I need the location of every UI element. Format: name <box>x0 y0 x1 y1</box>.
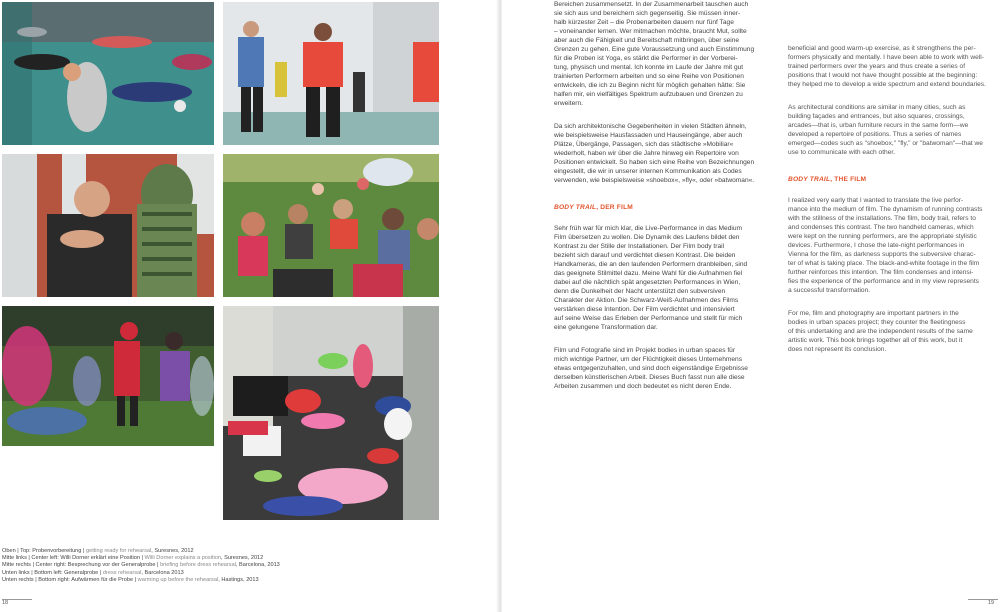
text-line: wie beispielsweise Hausfassaden und Hauseingänge, aber auch <box>554 132 743 139</box>
section-heading-english: BODY TRAIL, THE FILM <box>788 176 867 183</box>
text-line: does not represent its conclusion. <box>788 346 887 353</box>
text-line: formers physically and mentally. I have been able to work with well- <box>788 54 984 61</box>
text-line: halb kürzester Zeit – die Probenarbeiten dauern nur fünf Tage <box>554 19 734 26</box>
text-line: bodies in urban spaces project; they counter the fleetingness <box>788 319 966 326</box>
text-line: Plätze, Übergänge, Passagen, sich das städtische »Mobiliar« <box>554 141 734 148</box>
text-line: devices. Furthermore, I chose the late-night performances in <box>788 242 965 249</box>
caption-line: Mitte links | Center left: Willi Dorner erklärt eine Position | Willi Dorner explains a position, Suresnes, 2012 <box>2 555 264 562</box>
text-line: Arbeiten zusammen und doch bedeutet es nicht deren Ende. <box>554 383 732 390</box>
right-page <box>502 0 1000 612</box>
text-line: Vienna for the film, as darkness supports the subversive charac- <box>788 251 976 258</box>
text-line: Da sich architektonische Gegebenheiten in vielen Städten ähneln, <box>554 123 747 130</box>
english-paragraph <box>788 309 998 354</box>
german-paragraph <box>554 224 782 332</box>
photo-rehearsal-stretching <box>2 2 214 145</box>
caption-line: Unten links | Bottom left: Generalprobe | dress rehearsal, Barcelona 2013 <box>2 569 184 576</box>
text-line: denn die Dunkelheit der Nacht unterstützt den subversiven <box>554 288 726 295</box>
text-line: trainierten Performern arbeiten und so eine Reihe von Positionen <box>554 73 744 80</box>
text-line: das geeignete Stilmittel dazu. Meine Wahl für die Aufnahmen fiel <box>554 270 743 277</box>
left-page <box>0 0 498 612</box>
text-line: aber auch die Fähigkeit und Bereitschaft mitbringen, über seine <box>554 37 740 44</box>
text-line: Handkameras, die an den laufenden Performern dranbleiben, sind <box>554 261 748 268</box>
text-line: further reinforces this intention. The film condenses and intensi- <box>788 269 974 276</box>
german-paragraph <box>554 0 782 108</box>
text-line: fies the experience of the performance and in my view represents <box>788 278 979 285</box>
text-line: positions that I would not have thought possible at the beginning: <box>788 72 978 79</box>
text-line: bezieht sich darauf und verdichtet diesen Kontrast. Die beiden <box>554 252 736 259</box>
text-line: Film übersetzen zu wollen. Die Dynamik des Laufens bildet den <box>554 234 740 241</box>
english-column <box>788 44 998 362</box>
text-line: Grenzen zu gehen. Eine gute Voraussetzung und auch Einstimmung <box>554 46 755 53</box>
text-line: were kept on the running performers, are the appropriate stylistic <box>788 233 977 240</box>
text-line: tung, physisch und mental. Ich konnte im Laufe der Jahre mit gut <box>554 64 744 71</box>
photo-willi-dorner-explains <box>223 2 439 145</box>
text-line: building façades and entrances, but also squares, crossings, <box>788 113 965 120</box>
english-paragraph <box>788 44 998 89</box>
text-line: verwenden, wie beispielsweise »shoebox«, »fly«, oder »batwoman«. <box>554 177 755 184</box>
text-line: – voneinander lernen. Wer mitmachen möchte, braucht Mut, sollte <box>554 28 747 35</box>
text-line: auf seine Weise das Erleben der Performance und stellt für mich <box>554 315 743 322</box>
text-line: use to communicate with each other. <box>788 149 896 156</box>
text-line: As architectural conditions are similar in many cities, such as <box>788 104 966 111</box>
text-line: eine gelungene Transformation dar. <box>554 324 658 331</box>
photo-warming-up <box>223 306 439 520</box>
text-line: mance into the medium of film. The dynamism of running contrasts <box>788 206 983 213</box>
text-line: entwickeln, die ich zu Beginn nicht für möglich gehalten hätte: Sie <box>554 82 746 89</box>
english-paragraph <box>788 196 998 295</box>
german-paragraph <box>554 346 782 391</box>
german-column <box>554 0 782 399</box>
text-line: Film und Fotografie sind im Projekt bodies in urban spaces für <box>554 347 736 354</box>
text-line: derselben künstlerischen Arbeit. Dieses Buch fasst nun alle diese <box>554 374 745 381</box>
german-paragraph <box>554 122 782 185</box>
text-line: verstärken diese Intention. Der Film verdichtet und intensiviert <box>554 306 735 313</box>
page-number-left: 18 <box>2 600 9 606</box>
text-line: Charakter der Aktion. Die Schwarz-Weiß-Aufnahmen des Films <box>554 297 739 304</box>
text-line: für die Proben ist Yoga, es stärkt die Performer in der Vorberei- <box>554 55 738 62</box>
text-line: emerged—codes such as "shoebox," "fly," or "batwoman"—that we <box>788 140 983 147</box>
english-paragraph <box>788 103 998 157</box>
text-line: with the stillness of the installations. The film, body trail, refers to <box>788 215 976 222</box>
text-line: and condenses this contrast. The two handheld cameras, which <box>788 224 974 231</box>
text-line: etwas entgegenzuhalten, und sind doch eigenständige Ergebnisse <box>554 365 748 372</box>
photo-briefing-before-rehearsal <box>223 154 439 297</box>
text-line: sie sich aus und bereichern sich gegenseitig. Sie müssen inner- <box>554 10 741 17</box>
text-line: mich wichtige Partner, um der Flüchtigkeit dieses Unternehmens <box>554 356 743 363</box>
text-line: a successful transformation. <box>788 287 871 294</box>
text-line: wiederholt, haben wir über die Jahre hinweg ein Repertoire von <box>554 150 739 157</box>
text-line: dabei auf die nächtlich spät angesetzten Performances in Wien, <box>554 279 741 286</box>
text-line: halfen mir, ein vielfältiges Spektrum aufzubauen und Grenzen zu <box>554 91 743 98</box>
page-number-right: 19 <box>988 600 995 606</box>
text-line: erweitern. <box>554 100 583 107</box>
text-line: of this undertaking and are the independent results of the same <box>788 328 973 335</box>
text-line: Bereichen zusammensetzt. In der Zusammenarbeit tauschen auch <box>554 1 749 8</box>
text-line: developed a repertoire of positions. Thus a series of names <box>788 131 962 138</box>
text-line: beneficial and good warm-up exercise, as it strengthens the per- <box>788 45 976 52</box>
photo-dress-rehearsal <box>2 306 214 446</box>
text-line: ter of what is taking place. The black-and-white footage in the film <box>788 260 980 267</box>
text-line: eingestellt, die wir in unserer internen Kommunikation als Codes <box>554 168 742 175</box>
section-heading-german: BODY TRAIL, DER FILM <box>554 204 633 211</box>
photo-captions <box>2 548 422 584</box>
photo-discussion-general-rehearsal <box>2 154 214 297</box>
text-line: Sehr früh war für mich klar, die Live-Performance in das Medium <box>554 225 742 232</box>
text-line: For me, film and photography are important partners in the <box>788 310 959 317</box>
text-line: artistic work. This book brings together all of this work, but it <box>788 337 963 344</box>
text-line: Positionen entwickelt. So haben sich eine Reihe von Bezeichnungen <box>554 159 755 166</box>
text-line: Kontrast zu der Stille der Installationen. Der Film body trail <box>554 243 725 250</box>
text-line: arcades—that is, urban furniture recurs in the same form—we <box>788 122 969 129</box>
caption-line: Unten rechts | Bottom right: Aufwärmen für die Probe | warming up before the rehearsal, Hastings, 2013 <box>2 576 259 583</box>
text-line: they helped me to develop a wide spectrum and extend boundaries. <box>788 81 986 88</box>
text-line: I realized very early that I wanted to translate the live perfor- <box>788 197 964 204</box>
caption-line: Mitte rechts | Center right: Besprechung vor der Generalprobe | briefing before dress rehearsal, Barcelona, 2013 <box>2 562 280 569</box>
caption-line: Oben | Top: Probenvorbereitung | getting ready for rehearsal, Suresnes, 2012 <box>2 548 194 554</box>
text-line: trained performers over the years and thus create a series of <box>788 63 966 70</box>
